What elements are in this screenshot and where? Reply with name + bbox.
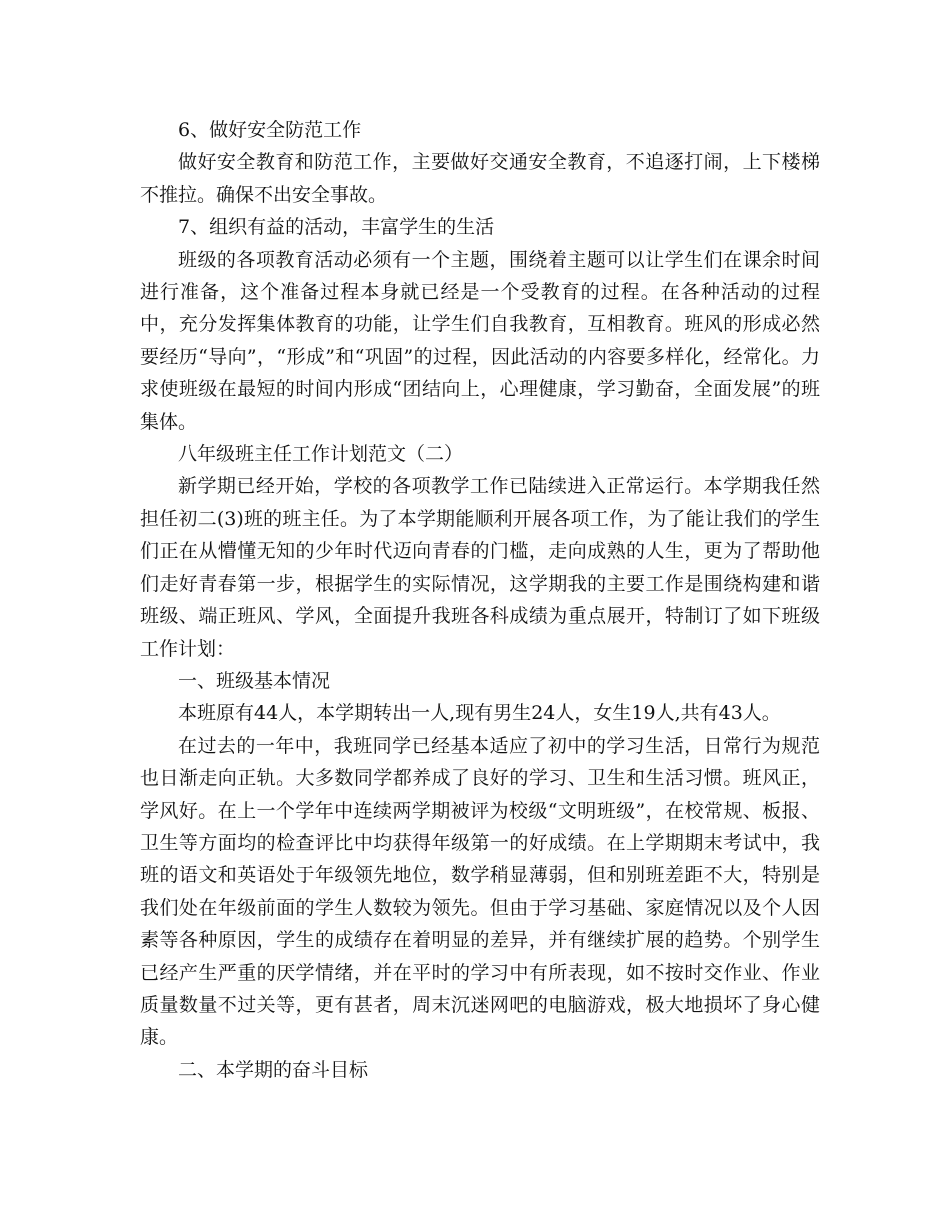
heading-class-info: 一、班级基本情况 (178, 669, 331, 692)
heading-activities: 7、组织有益的活动，丰富学生的生活 (178, 216, 495, 239)
paragraph-intro: 新学期已经开始，学校的各项教学工作已陆续进入正常运行。本学期我任然担任初二(3)班的班主任。为了本学期能顺利开展各项工作，为了能让我们的学生们正在从懵懂无知的少年时代迈向青春的门槛，走向成熟的人生，更为了帮助他们走好青春第一步，根据学生的实际情况，这学期我的主要工作是围绕构建和谐班级、端正班风、学风，全面提升我班各科成绩为重点展开，特制订了如下班级工作计划： (140, 475, 820, 660)
paragraph-class-situation: 在过去的一年中，我班同学已经基本适应了初中的学习生活，日常行为规范也日渐走向正轨。大多数同学都养成了良好的学习、卫生和生活习惯。班风正，学风好。在上一个学年中连续两学期被评为校级“文明班级”，在校常规、板报、卫生等方面均的检查评比中均获得年级第一的好成绩。在上学期期末考试中，我班的语文和英语处于年级领先地位，数学稍显薄弱，但和别班差距不大，特别是我们处在年级前面的学生人数较为领先。但由于学习基础、家庭情况以及个人因素等各种原因，学生的成绩存在着明显的差异，并有继续扩展的趋势。个别学生已经产生严重的厌学情绪，并在平时的学习中有所表现，如不按时交作业、作业质量数量不过关等，更有甚者，周末沉迷网吧的电脑游戏，极大地损坏了身心健康。 (140, 734, 820, 1049)
heading-goals: 二、本学期的奋斗目标 (178, 1058, 369, 1081)
paragraph-activities: 班级的各项教育活动必须有一个主题，围绕着主题可以让学生们在课余时间进行准备，这个准备过程本身就已经是一个受教育的过程。在各种活动的过程中，充分发挥集体教育的功能，让学生们自我教育，互相教育。班风的形成必然要经历“导向”，“形成”和“巩固”的过程，因此活动的内容要多样化，经常化。力求使班级在最短的时间内形成“团结向上，心理健康，学习勤奋，全面发展”的班集体。 (140, 248, 820, 433)
heading-safety: 6、做好安全防范工作 (178, 119, 362, 141)
paragraph-class-count: 本班原有44人，本学期转出一人,现有男生24人，女生19人,共有43人。 (178, 702, 781, 725)
paragraph-safety: 做好安全教育和防范工作，主要做好交通安全教育，不追逐打闹，上下楼梯不推拉。确保不出安全事故。 (140, 151, 820, 206)
document-body (140, 114, 820, 1086)
section-title-plan-two: 八年级班主任工作计划范文（二） (178, 443, 464, 466)
